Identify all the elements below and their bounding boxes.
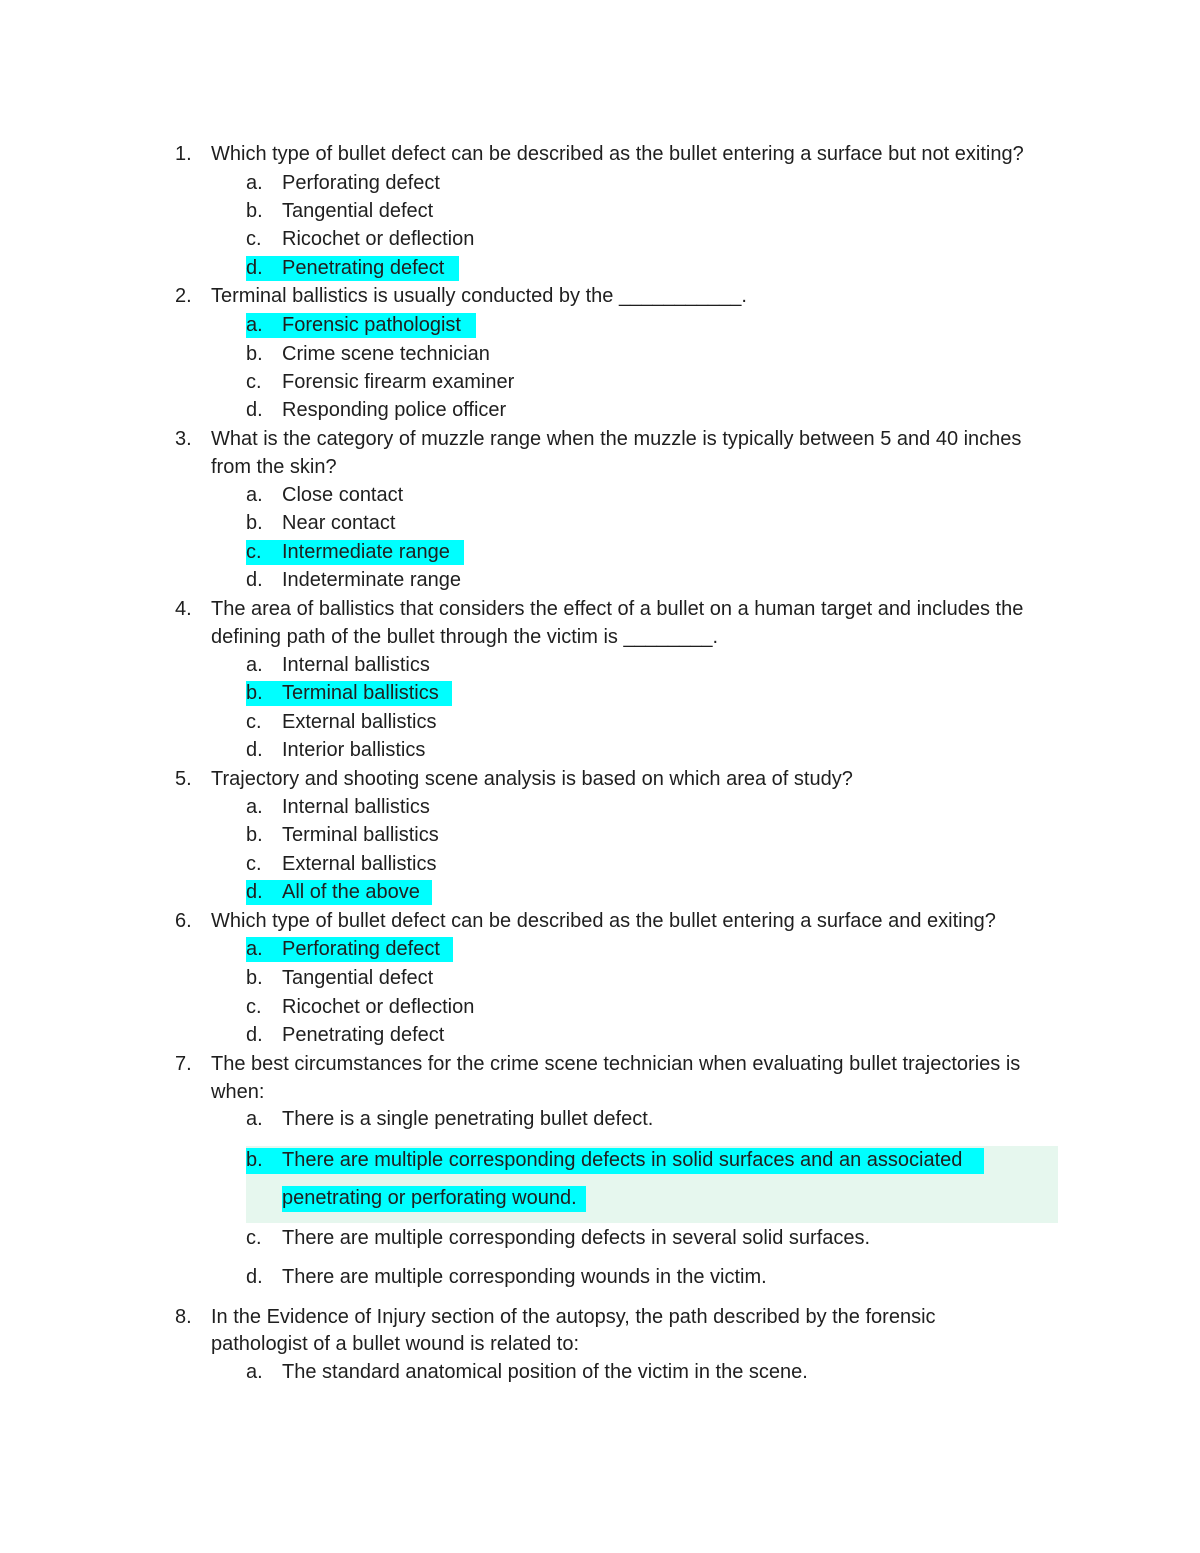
option-letter: d. [246,257,263,279]
option-letter: d. [246,1266,263,1288]
question-text: Which type of bullet defect can be described as the bullet entering a surface and exiting? [211,910,996,932]
option-letter: b. [246,1149,263,1171]
option-text: Terminal ballistics [282,682,439,704]
option-text: Penetrating defect [282,257,445,279]
question-text: Terminal ballistics is usually conducted by the ___________. [211,285,747,307]
question-number: 5. [175,768,192,790]
option-text: Internal ballistics [282,796,430,818]
option-text: Responding police officer [282,399,507,421]
option-text: penetrating or perforating wound. [282,1187,577,1209]
option-text: Indeterminate range [282,569,462,591]
question-number: 8. [175,1306,192,1328]
question-text: defining path of the bullet through the victim is ________. [211,626,719,648]
option-text: Perforating defect [282,938,440,960]
question-text: Trajectory and shooting scene analysis is based on which area of study? [211,768,853,790]
option-letter: b. [246,967,263,989]
question-text: Which type of bullet defect can be described as the bullet entering a surface but not exiting? [211,143,1024,165]
option-text: Tangential defect [282,200,434,222]
option-text: There are multiple corresponding defects in solid surfaces and an associated [282,1149,963,1171]
question-number: 6. [175,910,192,932]
option-text: All of the above [282,881,420,903]
option-letter: b. [246,200,263,222]
option-letter: c. [246,228,262,250]
option-text: Ricochet or deflection [282,228,475,250]
option-letter: d. [246,399,263,421]
option-letter: c. [246,853,262,875]
question-number: 3. [175,428,192,450]
option-letter: a. [246,172,263,194]
option-letter: b. [246,343,263,365]
option-letter: a. [246,1361,263,1383]
question-text: when: [211,1081,265,1103]
option-letter: d. [246,569,263,591]
option-letter: b. [246,824,263,846]
option-text: Intermediate range [282,541,450,563]
option-letter: c. [246,711,262,733]
option-letter: c. [246,996,262,1018]
option-letter: c. [246,371,262,393]
option-text: Crime scene technician [282,343,490,365]
option-text: The standard anatomical position of the victim in the scene. [282,1361,808,1383]
question-text: pathologist of a bullet wound is related to: [211,1333,580,1355]
question-text: The area of ballistics that considers the effect of a bullet on a human target and includes the [211,598,1024,620]
question-number: 7. [175,1053,192,1075]
option-text: Tangential defect [282,967,434,989]
question-number: 2. [175,285,192,307]
option-text: Terminal ballistics [282,824,439,846]
option-letter: a. [246,796,263,818]
option-letter: a. [246,938,263,960]
option-text: Close contact [282,484,404,506]
option-letter: a. [246,1108,263,1130]
question-number: 4. [175,598,192,620]
option-text: Interior ballistics [282,739,426,761]
option-letter: a. [246,654,263,676]
option-text: There are multiple corresponding defects in several solid surfaces. [282,1227,871,1249]
option-letter: a. [246,314,263,336]
option-letter: c. [246,541,262,563]
question-text: The best circumstances for the crime scene technician when evaluating bullet trajectories is [211,1053,1021,1075]
option-text: Internal ballistics [282,654,430,676]
option-text: Penetrating defect [282,1024,445,1046]
option-text: Ricochet or deflection [282,996,475,1018]
option-letter: d. [246,739,263,761]
question-text: In the Evidence of Injury section of the autopsy, the path described by the forensic [211,1306,936,1328]
option-text: Perforating defect [282,172,440,194]
option-text: External ballistics [282,853,437,875]
option-letter: d. [246,881,263,903]
option-letter: c. [246,1227,262,1249]
option-letter: a. [246,484,263,506]
question-text: from the skin? [211,456,337,478]
option-letter: d. [246,1024,263,1046]
option-text: There is a single penetrating bullet defect. [282,1108,654,1130]
option-text: External ballistics [282,711,437,733]
option-text: There are multiple corresponding wounds in the victim. [282,1266,767,1288]
option-letter: b. [246,682,263,704]
question-number: 1. [175,143,192,165]
option-text: Forensic firearm examiner [282,371,515,393]
option-text: Forensic pathologist [282,314,461,336]
option-text: Near contact [282,512,396,534]
option-letter: b. [246,512,263,534]
question-text: What is the category of muzzle range when the muzzle is typically between 5 and 40 inches [211,428,1022,450]
